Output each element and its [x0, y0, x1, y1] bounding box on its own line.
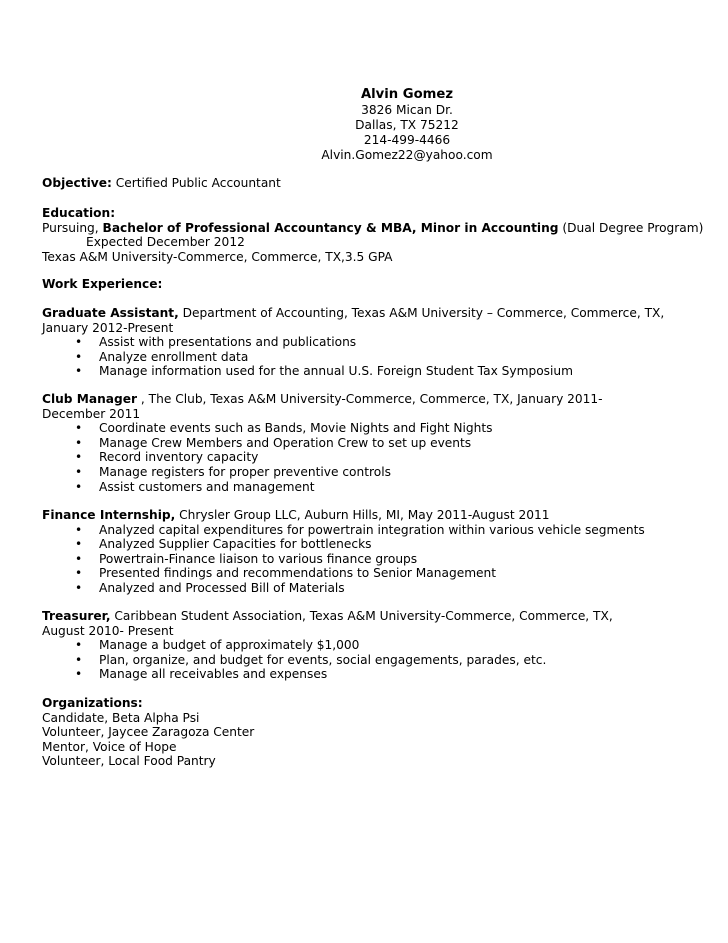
job-dates: January 2012-Present: [42, 320, 174, 335]
job-bullets: [42, 335, 682, 379]
job-details: Department of Accounting, Texas A&M University – Commerce, Commerce, TX,: [178, 306, 665, 320]
job-details: Chrysler Group LLC, Auburn Hills, MI, May 2011-August 2011: [175, 508, 550, 522]
list-item: • Analyzed Supplier Capacities for bottlenecks: [42, 537, 682, 552]
work-experience-label: Work Experience:: [42, 277, 163, 291]
job-club-manager: [42, 392, 682, 494]
list-item: Candidate, Beta Alpha Psi: [42, 710, 200, 725]
job-details: , The Club, Texas A&M University-Commerce, Commerce, TX, January 2011-: [137, 392, 603, 406]
job-finance-internship: [42, 508, 682, 596]
job-title: Finance Internship,: [42, 508, 176, 522]
phone-number: 214-499-4466: [363, 133, 451, 147]
job-title: Treasurer,: [42, 609, 111, 623]
list-item: • Analyzed capital expenditures for powertrain integration within various vehicle segments: [42, 523, 682, 538]
list-item: • Analyze enrollment data: [42, 350, 682, 365]
job-details: Caribbean Student Association, Texas A&M University-Commerce, Commerce, TX,: [110, 609, 613, 623]
education-label: Education:: [42, 206, 116, 220]
organizations-section: [42, 696, 682, 769]
city-state-zip: Dallas, TX 75212: [355, 118, 459, 132]
objective-label: Objective:: [42, 176, 112, 190]
email-address: Alvin.Gomez22@yahoo.com: [321, 148, 493, 162]
job-bullets: [42, 523, 682, 596]
list-item: • Analyzed and Processed Bill of Materials: [42, 581, 682, 596]
job-graduate-assistant: [42, 306, 682, 379]
list-item: • Manage Crew Members and Operation Crew to set up events: [42, 436, 682, 451]
job-treasurer: [42, 609, 682, 682]
list-item: Mentor, Voice of Hope: [42, 739, 177, 754]
expected-graduation: Expected December 2012: [86, 235, 245, 250]
list-item: • Plan, organize, and budget for events, social engagements, parades, etc.: [42, 653, 682, 668]
list-item: • Assist with presentations and publications: [42, 335, 682, 350]
objective-section: [42, 176, 682, 191]
list-item: • Assist customers and management: [42, 480, 682, 495]
school-info: Texas A&M University-Commerce, Commerce, TX,3.5 GPA: [42, 249, 393, 264]
objective-text: Certified Public Accountant: [115, 176, 281, 190]
list-item: Volunteer, Local Food Pantry: [42, 754, 216, 769]
job-bullets: [42, 421, 682, 494]
contact-header: [314, 86, 500, 163]
applicant-name: Alvin Gomez: [360, 87, 454, 102]
job-title: Graduate Assistant,: [42, 306, 179, 320]
education-section: [42, 206, 704, 264]
list-item: • Coordinate events such as Bands, Movie Nights and Fight Nights: [42, 421, 682, 436]
job-dates: August 2010- Present: [42, 623, 174, 638]
degree-title: Bachelor of Professional Accountancy & MBA, Minor in Accounting: [102, 220, 559, 235]
pursuing-prefix: Pursuing,: [42, 220, 103, 235]
list-item: • Powertrain-Finance liaison to various finance groups: [42, 552, 682, 567]
list-item: • Record inventory capacity: [42, 450, 682, 465]
list-item: • Presented findings and recommendations to Senior Management: [42, 566, 682, 581]
list-item: Volunteer, Jaycee Zaragoza Center: [42, 725, 255, 740]
list-item: • Manage all receivables and expenses: [42, 667, 682, 682]
job-dates: December 2011: [42, 406, 141, 421]
job-title: Club Manager: [42, 392, 138, 406]
list-item: • Manage a budget of approximately $1,000: [42, 638, 682, 653]
job-bullets: [42, 638, 682, 682]
list-item: • Manage information used for the annual U.S. Foreign Student Tax Symposium: [42, 364, 682, 379]
list-item: • Manage registers for proper preventive controls: [42, 465, 682, 480]
street-address: 3826 Mican Dr.: [361, 103, 453, 117]
degree-note: (Dual Degree Program): [562, 220, 704, 235]
organizations-label: Organizations:: [42, 696, 143, 710]
work-experience-heading: [42, 277, 682, 292]
